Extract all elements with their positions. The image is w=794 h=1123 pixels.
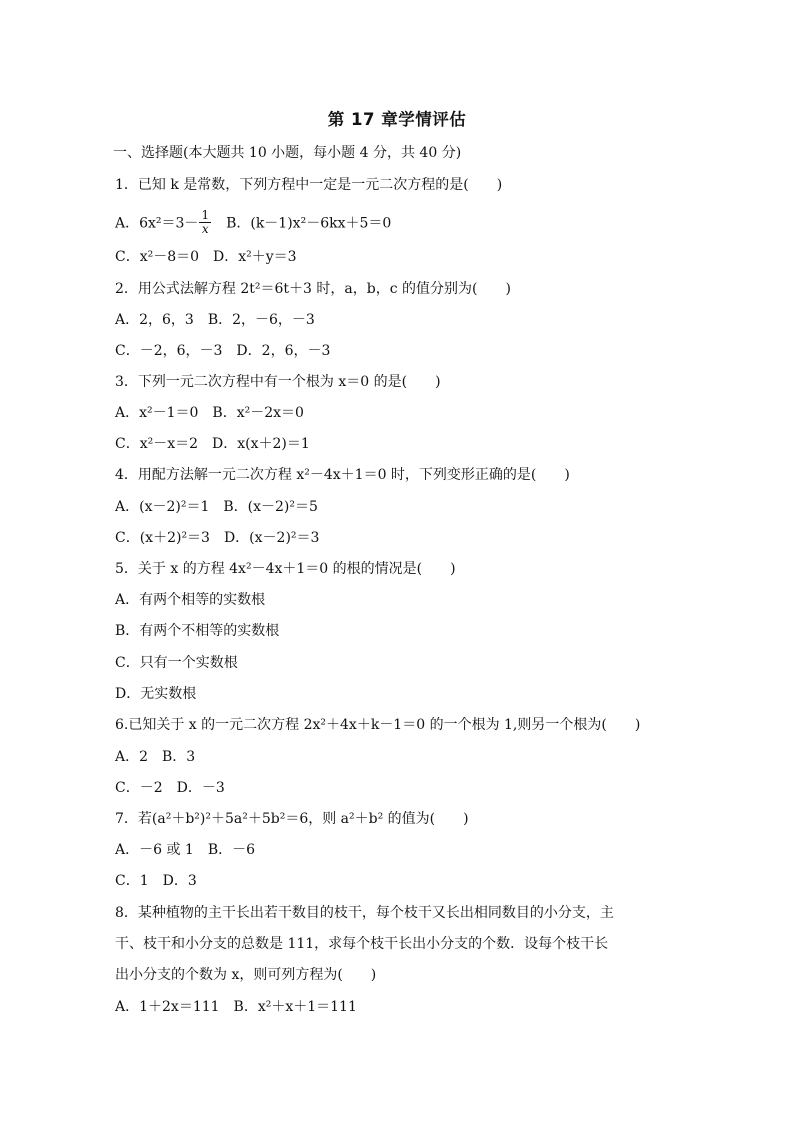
q7-options-cd: C．1 D．3 [115,873,197,889]
q4-options-cd: C．(x＋2)²＝3 D．(x－2)²＝3 [115,530,320,546]
q3-options-ab: A．x²－1＝0 B．x²－2x＝0 [115,405,304,421]
q2-options-ab: A．2，6，3 B．2，－6，－3 [115,312,315,328]
q3-options-cd: C．x²－x＝2 D．x(x＋2)＝1 [115,436,310,452]
q6-options-cd: C．－2 D．－3 [115,780,225,796]
q2-stem: 2．用公式法解方程 2t²＝6t＋3 时，a，b，c 的值分别为( ) [115,281,511,297]
q8-stem-line-2: 干、枝干和小分支的总数是 111，求每个枝干长出小分支的个数．设每个枝干长 [115,936,609,952]
q2-options-cd: C．－2，6，－3 D．2，6，－3 [115,343,331,359]
section-heading: 一、选择题(本大题共 10 小题，每小题 4 分，共 40 分) [113,145,462,161]
q1-option-a-text: A．6x²＝3－ [115,215,199,232]
page-title: 第 17 章学情评估 [327,110,467,129]
q6-stem: 6.已知关于 x 的一元二次方程 2x²＋4x＋k－1＝0 的一个根为 1,则另一个根为( ) [115,717,641,733]
q8-options-ab: A．1＋2x＝111 B．x²＋x＋1＝111 [115,999,357,1015]
q1-options-ab [115,210,391,236]
q1-fraction-numerator: 1 [201,208,210,222]
q5-stem: 5．关于 x 的方程 4x²－4x＋1＝0 的根的情况是( ) [115,561,456,577]
q5-option-a: A．有两个相等的实数根 [115,592,266,608]
q7-stem: 7．若(a²＋b²)²＋5a²＋5b²＝6，则 a²＋b² 的值为( ) [115,811,469,827]
q4-options-ab: A．(x－2)²＝1 B．(x－2)²＝5 [115,499,318,515]
q1-option-b: B．(k－1)x²－6kx＋5＝0 [212,215,392,232]
q1-stem: 1．已知 k 是常数，下列方程中一定是一元二次方程的是( ) [115,177,503,193]
q4-stem: 4．用配方法解一元二次方程 x²－4x＋1＝0 时，下列变形正确的是( ) [115,467,570,483]
q1-option-a-fraction [199,209,211,236]
q3-stem: 3．下列一元二次方程中有一个根为 x＝0 的是( ) [115,374,441,390]
q5-option-b: B．有两个不相等的实数根 [115,623,280,639]
q6-options-ab: A．2 B．3 [115,749,196,765]
q5-option-c: C．只有一个实数根 [115,655,238,671]
q7-options-ab: A．－6 或 1 B．－6 [115,842,256,858]
q8-stem-line-1: 8．某种植物的主干长出若干数目的枝干，每个枝干又长出相同数目的小分支，主 [115,905,614,921]
q1-fraction-denominator: x [201,222,209,236]
q1-options-cd: C．x²－8＝0 D．x²＋y＝3 [115,249,297,265]
q8-stem-line-3: 出小分支的个数为 x，则可列方程为( ) [115,967,377,983]
q5-option-d: D．无实数根 [115,686,197,702]
